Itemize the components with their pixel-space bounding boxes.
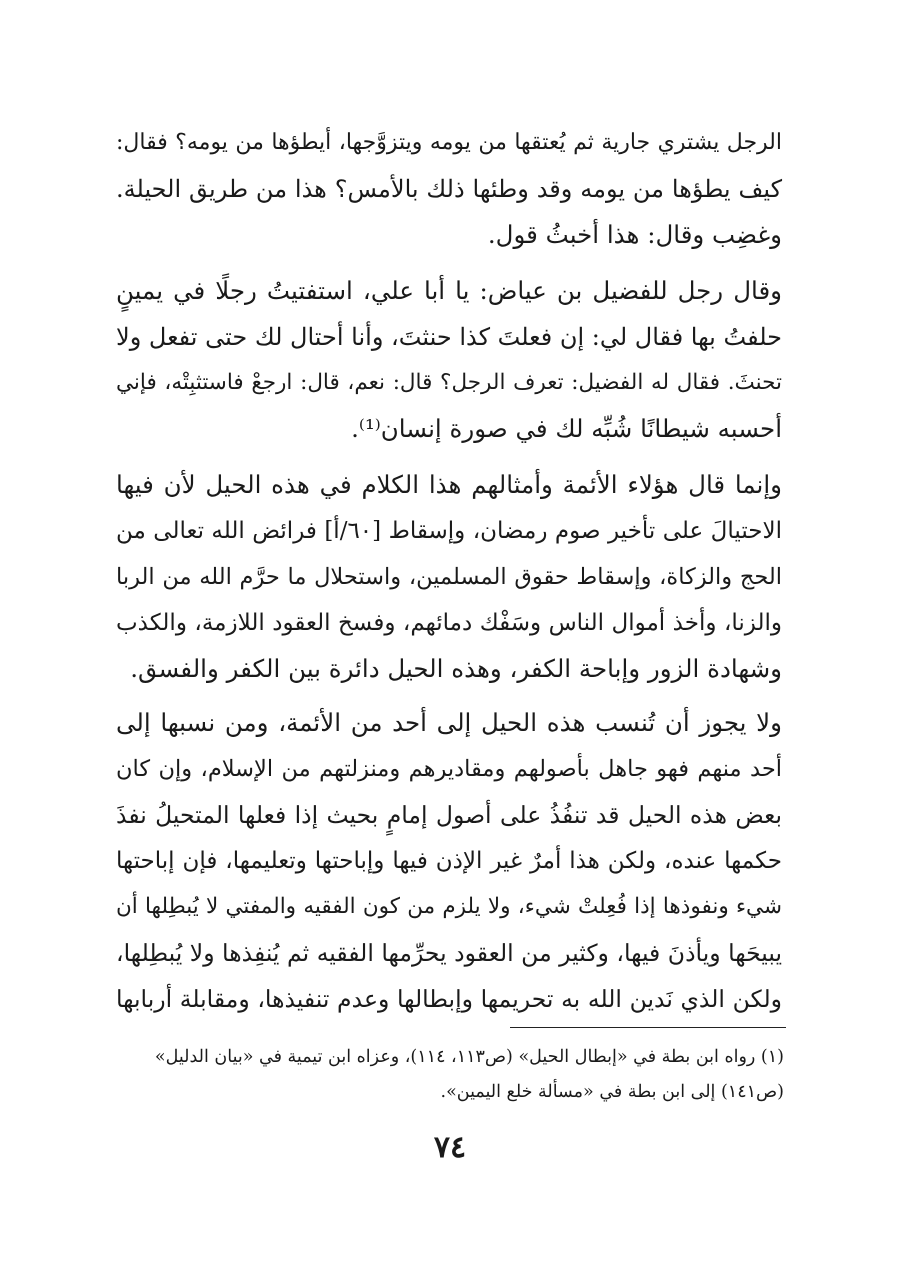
body-line: وغضِب وقال: هذا أخبثُ قول. [487, 220, 782, 249]
body-line: أحسبه شيطانًا شُبِّه لك في صورة إنسان⁽¹⁾. [351, 414, 782, 443]
body-line: حكمها عنده، ولكن هذا أمرٌ غير الإذن فيها وإباحتها وتعليمها، فإن إباحتها [116, 848, 782, 874]
body-line: الاحتيالَ على تأخير صوم رمضان، وإسقاط [٦٠/أ] فرائض الله تعالى من [116, 518, 782, 544]
body-line: كيف يطؤها من يومه وقد وطئها ذلك بالأمس؟ هذا من طريق الحيلة. [116, 175, 782, 203]
body-line: شيء ونفوذها إذا فُعِلتْ شيء، ولا يلزم من كون الفقيه والمفتي لا يُبطِلها أن [116, 894, 782, 919]
footnote-line: (١) رواه ابن بطة في «إبطال الحيل» (ص١١٣، ١١٤)، وعزاه ابن تيمية في «بيان الدليل» [154, 1047, 784, 1067]
body-line: بعض هذه الحيل قد تنفُذُ على أصول إمامٍ بحيث إذا فعلها المتحيلُ نفذَ [116, 801, 782, 829]
body-line: حلفتُ بها فقال لي: إن فعلتَ كذا حنثتَ، وأنا أحتال لك حتى تفعل ولا [116, 323, 782, 351]
body-line: تحنثَ. فقال له الفضيل: تعرف الرجل؟ قال: نعم، قال: ارجعْ فاستثبِتْه، فإني [116, 370, 782, 395]
body-line: وقال رجل للفضيل بن عياض: يا أبا علي، استفتيتُ رجلًا في يمينٍ [116, 276, 782, 305]
body-line: الرجل يشتري جارية ثم يُعتقها من يومه ويتزوَّجها، أيطؤها من يومه؟ فقال: [116, 130, 782, 155]
body-line: وشهادة الزور وإباحة الكفر، وهذه الحيل دائرة بين الكفر والفسق. [130, 654, 782, 683]
body-line: ولا يجوز أن تُنسب هذه الحيل إلى أحد من الأئمة، ومن نسبها إلى [116, 708, 782, 737]
body-line: ولكن الذي نَدين الله به تحريمها وإبطالها وعدم تنفيذها، ومقابلة أربابها [116, 985, 782, 1013]
body-line: يبيحَها ويأذنَ فيها، وكثير من العقود يحرِّمها الفقيه ثم يُنفِذها ولا يُبطِلها، [116, 939, 782, 967]
page-number: ٧٤ [433, 1130, 467, 1165]
footnote-separator [510, 1027, 786, 1028]
body-line: والزنا، وأخذ أموال الناس وسَفْك دمائهم، وفسخ العقود اللازمة، والكذب [116, 610, 782, 636]
body-line: وإنما قال هؤلاء الأئمة وأمثالهم هذا الكلام في هذه الحيل لأن فيها [116, 470, 782, 499]
body-line: الحج والزكاة، وإسقاط حقوق المسلمين، واستحلال ما حرَّم الله من الربا [116, 564, 782, 590]
footnote-line: (ص١٤١) إلى ابن بطة في «مسألة خلع اليمين». [440, 1082, 784, 1102]
body-line: أحد منهم فهو جاهل بأصولهم ومقاديرهم ومنزلتهم من الإسلام، وإن كان [116, 756, 782, 782]
